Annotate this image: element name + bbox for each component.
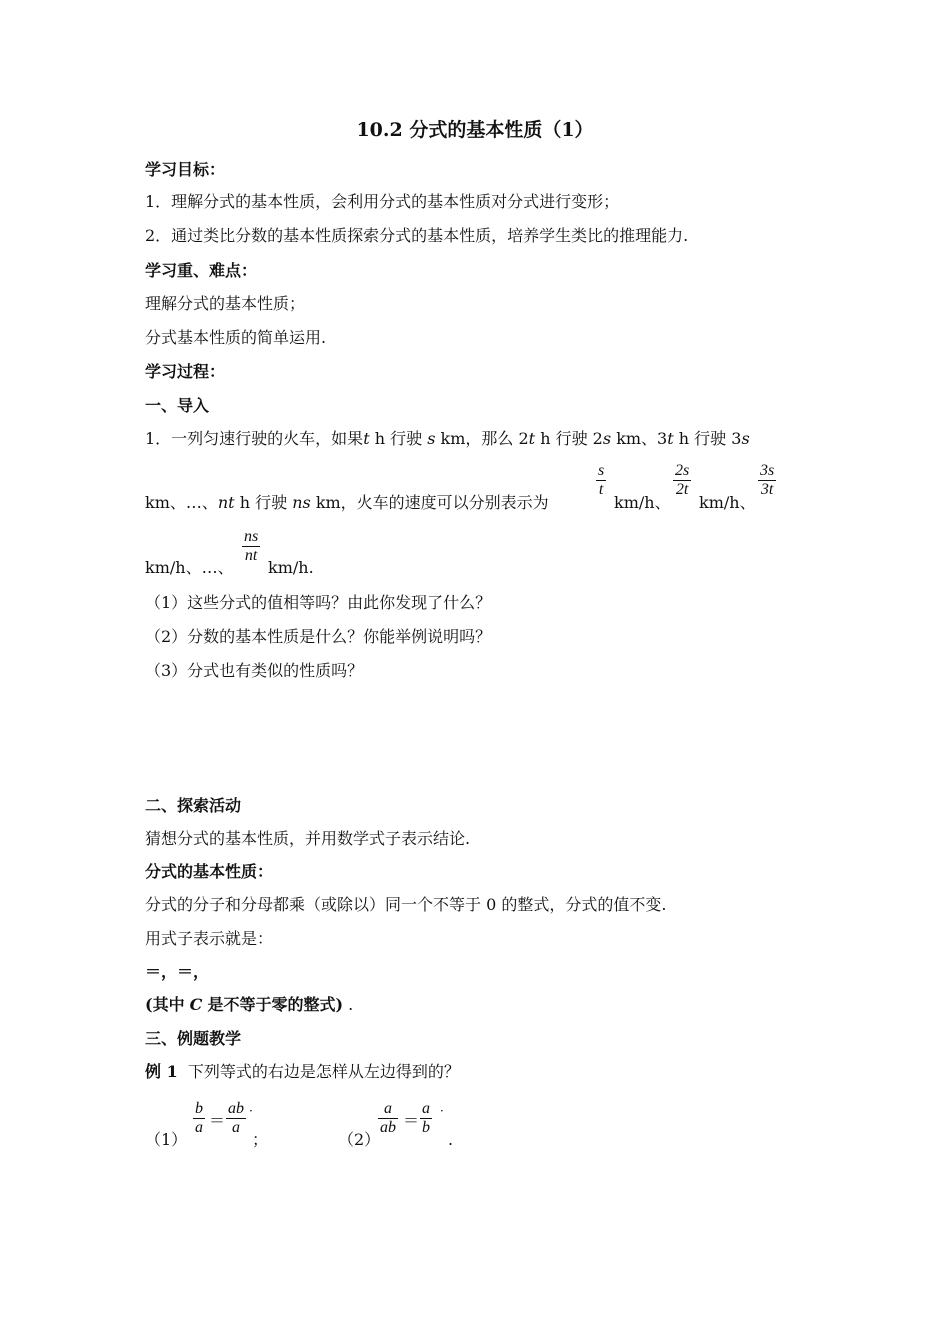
section2-heading: 二、探索活动 bbox=[145, 796, 242, 815]
example-part-label: （1） bbox=[145, 1130, 188, 1149]
fraction-a-over-b: $\frac{a}{b}$ bbox=[422, 1100, 430, 1136]
process-heading: 学习过程： bbox=[145, 362, 226, 381]
question-item: （3）分式也有类似的性质吗？ bbox=[145, 661, 364, 680]
part-end: ； bbox=[252, 1130, 269, 1149]
unit-separator: km/h、 bbox=[699, 493, 756, 512]
dot-mark: · bbox=[440, 1104, 444, 1118]
unit-separator: km/h、 bbox=[614, 493, 671, 512]
fraction-3s-over-3t: $\frac{3s}{3t}$ bbox=[760, 462, 775, 498]
example-part-label: （2） bbox=[338, 1130, 381, 1149]
page-title: 10.2 分式的基本性质（1） bbox=[356, 119, 594, 141]
part-end: . bbox=[448, 1130, 454, 1149]
intro-line-3-end: km/h. bbox=[268, 558, 314, 577]
question-item: （2）分数的基本性质是什么？你能举例说明吗？ bbox=[145, 627, 492, 646]
formula-intro: 用式子表示就是： bbox=[145, 929, 274, 948]
dot-mark: · bbox=[249, 1104, 253, 1118]
property-text: 分式的分子和分母都乘（或除以）同一个不等于 0 的整式，分式的值不变. bbox=[145, 895, 667, 914]
intro-line-2: km、…、nt h 行驶 ns km，火车的速度可以分别表示为 bbox=[145, 493, 549, 512]
section1-heading: 一、导入 bbox=[145, 396, 210, 415]
fraction-2s-over-2t: $\frac{2s}{2t}$ bbox=[675, 462, 690, 498]
intro-line-3-start: km/h、…、 bbox=[145, 558, 234, 577]
key-points-heading: 学习重、难点： bbox=[145, 261, 258, 280]
fraction-ns-over-nt: $\frac{ns}{nt}$ bbox=[244, 528, 259, 564]
question-item: （1）这些分式的值相等吗？由此你发现了什么？ bbox=[145, 593, 492, 612]
equals-sign: ＝ bbox=[209, 1111, 226, 1130]
example-1: 例 1 下列等式的右边是怎样从左边得到的？ bbox=[145, 1062, 460, 1081]
formula-line: ＝，＝， bbox=[145, 962, 210, 981]
fraction-ab-over-a: $\frac{ab}{a}$ bbox=[228, 1100, 244, 1136]
key-point-item: 分式基本性质的简单运用. bbox=[145, 328, 327, 347]
fraction-a-over-ab: $\frac{a}{ab}$ bbox=[380, 1100, 396, 1136]
key-point-item: 理解分式的基本性质； bbox=[145, 294, 306, 313]
objectives-heading: 学习目标： bbox=[145, 160, 226, 179]
section3-heading: 三、例题教学 bbox=[145, 1029, 242, 1048]
fraction-b-over-a: $\frac{b}{a}$ bbox=[195, 1100, 203, 1136]
objective-item: 2．通过类比分数的基本性质探索分式的基本性质，培养学生类比的推理能力. bbox=[145, 226, 689, 245]
section2-text: 猜想分式的基本性质，并用数学式子表示结论. bbox=[145, 829, 471, 848]
intro-line-1: 1．一列匀速行驶的火车，如果t h 行驶 s km，那么 2t h 行驶 2s km、3t h 行驶 3s bbox=[145, 429, 750, 448]
formula-note: (其中 C 是不等于零的整式) . bbox=[145, 995, 354, 1014]
objective-item: 1．理解分式的基本性质，会利用分式的基本性质对分式进行变形； bbox=[145, 192, 620, 211]
fraction-s-over-t: $\frac{s}{t}$ bbox=[598, 462, 605, 498]
property-heading: 分式的基本性质： bbox=[145, 862, 274, 881]
equals-sign: ＝ bbox=[403, 1111, 420, 1130]
